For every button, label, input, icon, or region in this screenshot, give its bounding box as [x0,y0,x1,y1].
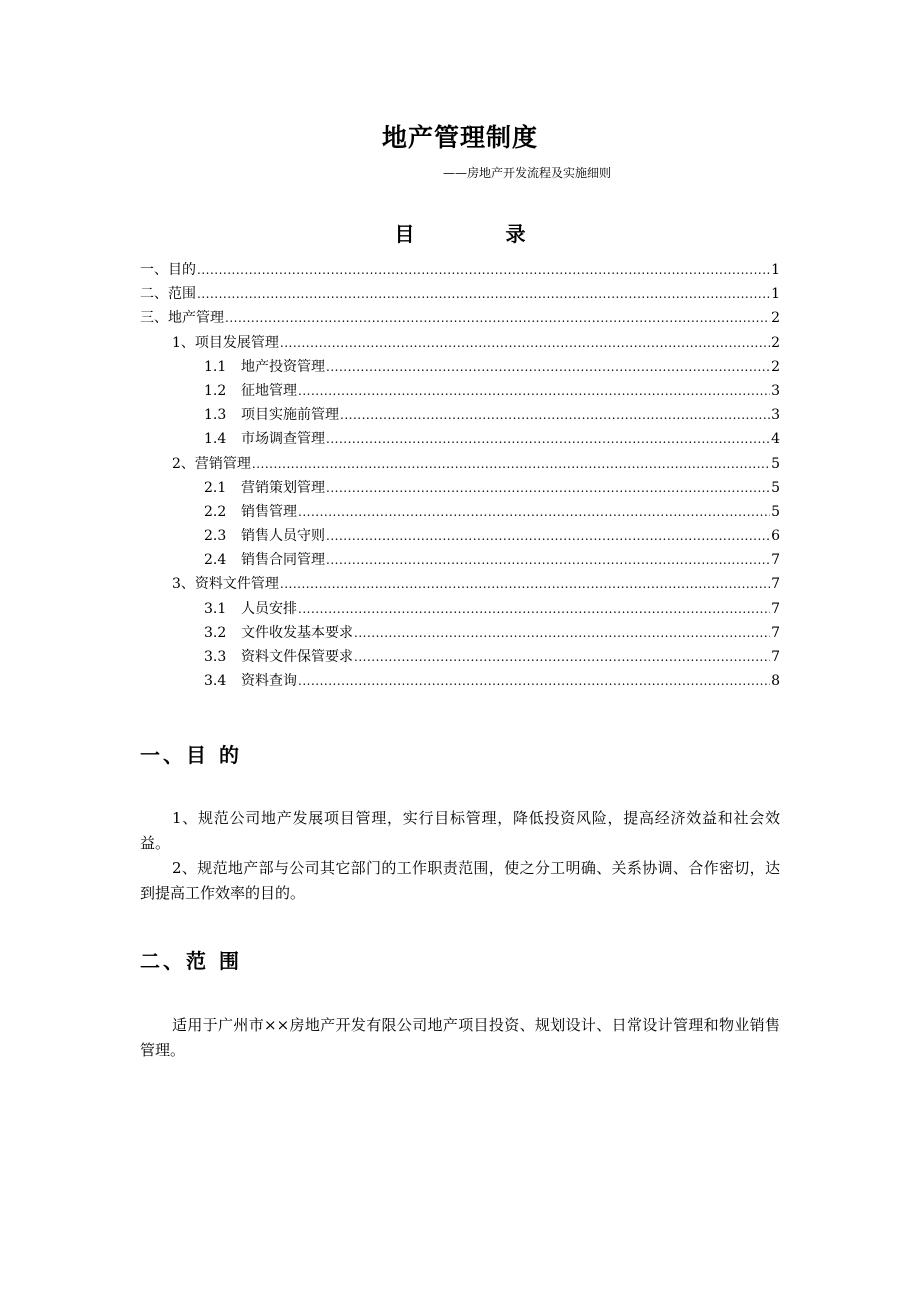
toc-leader-dots [326,524,770,548]
table-of-contents [140,258,780,693]
toc-leader-dots [280,331,770,355]
toc-entry[interactable] [140,355,780,379]
toc-entry[interactable] [140,331,780,355]
paragraph: 适用于广州市××房地产开发有限公司地产项目投资、规划设计、日常设计管理和物业销售管理。 [140,1016,780,1059]
toc-entry-number: 1.3 [204,407,227,424]
toc-entry[interactable] [140,306,780,330]
toc-entry-page: 8 [771,673,780,690]
toc-entry-number: 3.1 [204,600,227,617]
toc-entry-label: 资料文件保管要求 [241,649,353,665]
paragraph: 1、规范公司地产发展项目管理，实行目标管理，降低投资风险，提高经济效益和社会效益。 [140,809,780,852]
toc-entry-label: 项目实施前管理 [241,407,339,424]
toc-entry-page: 7 [771,600,780,617]
toc-entry[interactable] [140,379,780,403]
toc-entry-page: 3 [771,407,780,424]
document-title: 地产管理制度 [381,123,538,152]
toc-entry-label: 销售人员守则 [241,528,325,545]
toc-leader-dots [354,621,770,645]
toc-entry-label: 三、地产管理 [140,310,224,327]
toc-entry-page: 1 [771,286,780,303]
toc-entry[interactable] [140,597,780,621]
toc-entry-page: 2 [771,358,780,375]
toc-entry[interactable] [140,427,780,451]
toc-entry-number: 1.2 [204,382,227,399]
toc-entry-label: 3、资料文件管理 [172,576,279,593]
section-heading-scope: 二、范 围 [140,949,242,973]
document-subtitle: ——房地产开发流程及实施细则 [443,166,612,180]
toc-entry-label: 销售管理 [241,503,297,520]
toc-heading: 目 录 [394,222,568,246]
toc-entry[interactable] [140,452,780,476]
toc-entry-number: 2.1 [204,479,227,496]
toc-leader-dots [354,645,770,669]
toc-leader-dots [298,379,770,403]
toc-leader-dots [225,306,770,330]
toc-entry-page: 1 [771,262,780,278]
toc-entry-number: 2.2 [204,503,227,520]
toc-leader-dots [197,282,770,306]
toc-entry-label: 文件收发基本要求 [241,624,353,641]
toc-entry[interactable] [140,500,780,524]
toc-entry-label: 地产投资管理 [241,358,325,375]
toc-entry-number: 2.4 [204,552,227,569]
toc-entry-page: 7 [771,624,780,641]
toc-entry-page: 2 [771,334,780,351]
toc-entry-number: 3.4 [204,673,227,690]
toc-leader-dots [326,476,770,500]
toc-entry-label: 人员安排 [241,600,297,617]
toc-entry-page: 7 [771,649,780,665]
toc-entry-label: 营销策划管理 [241,479,325,496]
toc-entry-label: 二、范围 [140,286,196,303]
toc-leader-dots [340,403,770,427]
toc-entry-number: 3.2 [204,624,227,641]
toc-entry-label: 资料查询 [241,673,297,690]
toc-entry-page: 4 [771,431,780,448]
toc-leader-dots [298,597,770,621]
toc-entry-number: 2.3 [204,528,227,545]
toc-entry-number: 1.1 [204,358,227,375]
toc-leader-dots [252,452,770,476]
toc-leader-dots [197,258,770,282]
toc-entry-page: 7 [771,576,780,593]
toc-entry[interactable] [140,403,780,427]
toc-entry-number: 3.3 [204,649,227,665]
toc-entry[interactable] [140,621,780,645]
toc-leader-dots [298,669,770,693]
toc-entry-page: 5 [771,479,780,496]
toc-entry[interactable] [140,476,780,500]
toc-entry[interactable] [140,258,780,282]
toc-entry-label: 2、营销管理 [172,455,251,472]
toc-leader-dots [326,548,770,572]
toc-entry-label: 市场调查管理 [241,431,325,448]
toc-entry-page: 7 [771,552,780,569]
toc-entry[interactable] [140,572,780,596]
toc-entry-number: 1.4 [204,431,227,448]
toc-entry-page: 5 [771,455,780,472]
toc-entry[interactable] [140,282,780,306]
toc-entry[interactable] [140,645,780,669]
toc-entry-page: 5 [771,503,780,520]
toc-leader-dots [280,572,770,596]
toc-entry-label: 销售合同管理 [241,552,325,569]
toc-entry-page: 2 [771,310,780,327]
toc-entry-label: 征地管理 [241,382,297,399]
toc-leader-dots [326,427,770,451]
section-body-purpose [140,806,780,906]
toc-leader-dots [298,500,770,524]
toc-entry-label: 1、项目发展管理 [172,334,279,351]
toc-entry-page: 6 [771,528,780,545]
toc-entry[interactable] [140,669,780,693]
toc-entry[interactable] [140,548,780,572]
toc-entry[interactable] [140,524,780,548]
paragraph: 2、规范地产部与公司其它部门的工作职责范围，使之分工明确、关系协调、合作密切，达到提高工作效率的目的。 [140,859,780,902]
section-body-scope [140,1013,780,1063]
section-heading-purpose: 一、目 的 [140,743,242,767]
toc-entry-page: 3 [771,382,780,399]
toc-entry-label: 一、目的 [140,262,196,278]
toc-leader-dots [326,355,770,379]
